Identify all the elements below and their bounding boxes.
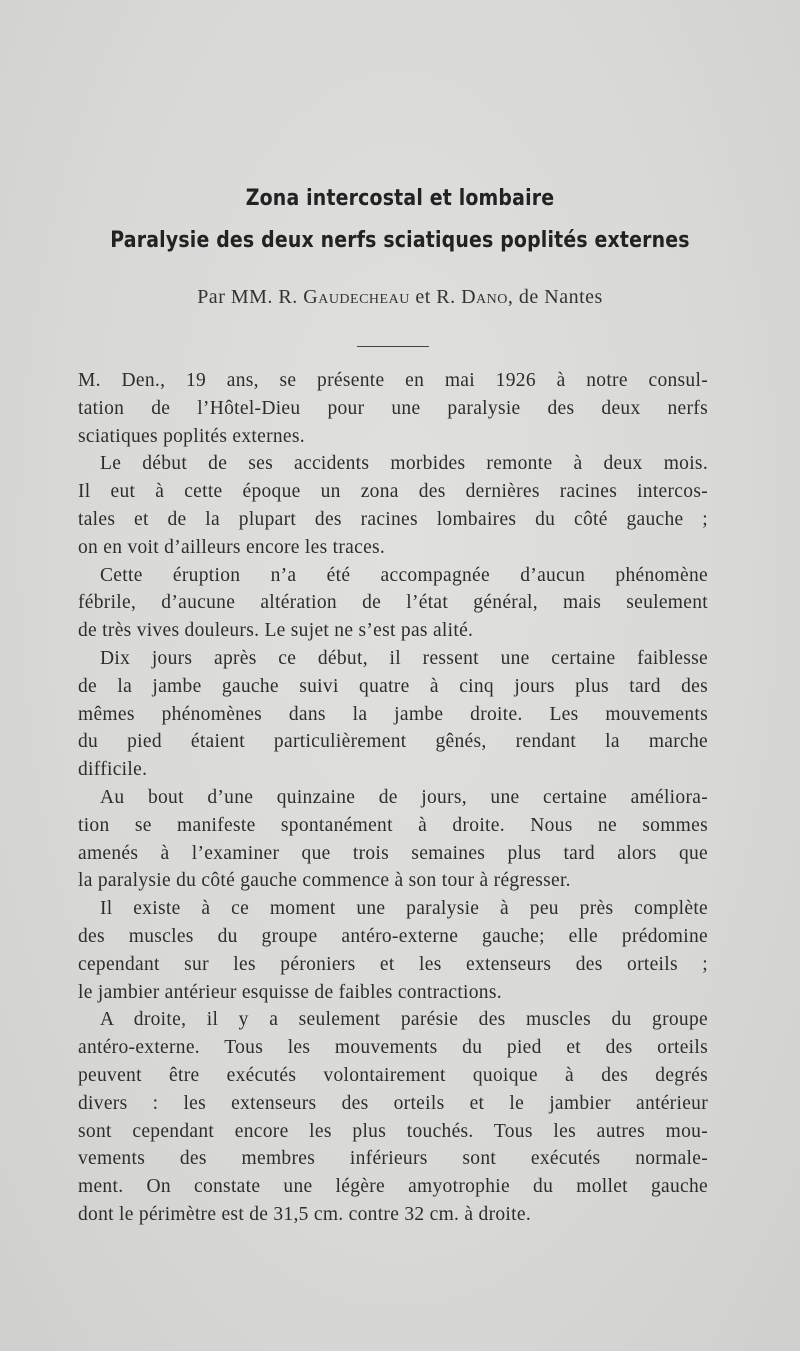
text-line: on en voit d’ailleurs encore les traces. [78,536,386,558]
article-title: Zona intercostal et lombaire [245,186,555,211]
text-line: dont le périmètre est de 31,5 cm. contre 32 cm. à droite. [78,1203,531,1225]
author-name-1: Gaudecheau [303,286,410,308]
text-line: cependant sur les péroniers et les extenseurs des orteils ; [78,953,708,975]
text-line: vements des membres inférieurs sont exécutés normale- [78,1148,708,1170]
text-line: de très vives douleurs. Le sujet ne s’est pas alité. [78,620,474,642]
text-line: sciatiques poplités externes. [78,425,305,447]
author-suffix: , de Nantes [507,286,603,308]
article-body [78,367,708,1229]
text-line: tales et de la plupart des racines lombaires du côté gauche ; [78,508,708,530]
paragraph [78,645,708,784]
text-line: la paralysie du côté gauche commence à son tour à régresser. [78,870,571,892]
text-line: M. Den., 19 ans, se présente en mai 1926 à notre consul- [78,370,708,391]
text-line: mêmes phénomènes dans la jambe droite. Les mouvements [78,703,708,725]
text-line: Il existe à ce moment une paralysie à peu près complète [100,898,708,920]
paragraph [78,1006,708,1228]
author-name-2: Dano [461,286,508,308]
text-line: Dix jours après ce début, il ressent une certaine faiblesse [100,647,708,669]
text-line: tion se manifeste spontanément à droite. Nous ne sommes [78,814,708,836]
paragraph [78,450,708,561]
text-line: Il eut à cette époque un zona des dernières racines intercos- [78,481,708,503]
text-line: sont cependant encore les plus touchés. Tous les autres mou- [78,1120,708,1142]
text-line: Cette éruption n’a été accompagnée d’aucun phénomène [100,564,708,586]
text-line: antéro-externe. Tous les mouvements du pied et des orteils [78,1037,708,1059]
text-line: du pied étaient particulièrement gênés, rendant la marche [78,731,708,753]
paragraph [78,562,708,645]
author-middle: et R. [409,286,462,308]
separator-rule [357,346,429,347]
text-line: difficile. [78,759,148,781]
text-line: amenés à l’examiner que trois semaines plus tard alors que [78,842,708,864]
text-line: tation de l’Hôtel-Dieu pour une paralysie des deux nerfs [78,397,708,419]
text-line: Le début de ses accidents morbides remonte à deux mois. [100,453,708,475]
paragraph [78,784,708,895]
text-line: peuvent être exécutés volontairement quoique à des degrés [78,1064,708,1086]
text-line: A droite, il y a seulement parésie des muscles du groupe [100,1009,708,1031]
author-prefix: Par MM. R. [197,286,304,308]
text-line: divers : les extenseurs des orteils et le jambier antérieur [78,1092,708,1114]
paragraph [78,895,708,1006]
text-line: de la jambe gauche suivi quatre à cinq jours plus tard des [78,675,708,697]
text-line: ment. On constate une légère amyotrophie du mollet gauche [78,1176,708,1198]
article-subtitle: Paralysie des deux nerfs sciatiques poplités externes [110,228,690,253]
text-line: des muscles du groupe antéro-externe gauche; elle prédomine [78,925,708,947]
paragraph [78,367,708,450]
author-line [0,286,800,309]
text-line: le jambier antérieur esquisse de faibles contractions. [78,981,502,1003]
text-line: Au bout d’une quinzaine de jours, une certaine améliora- [100,786,708,808]
text-line: fébrile, d’aucune altération de l’état général, mais seulement [78,592,708,614]
